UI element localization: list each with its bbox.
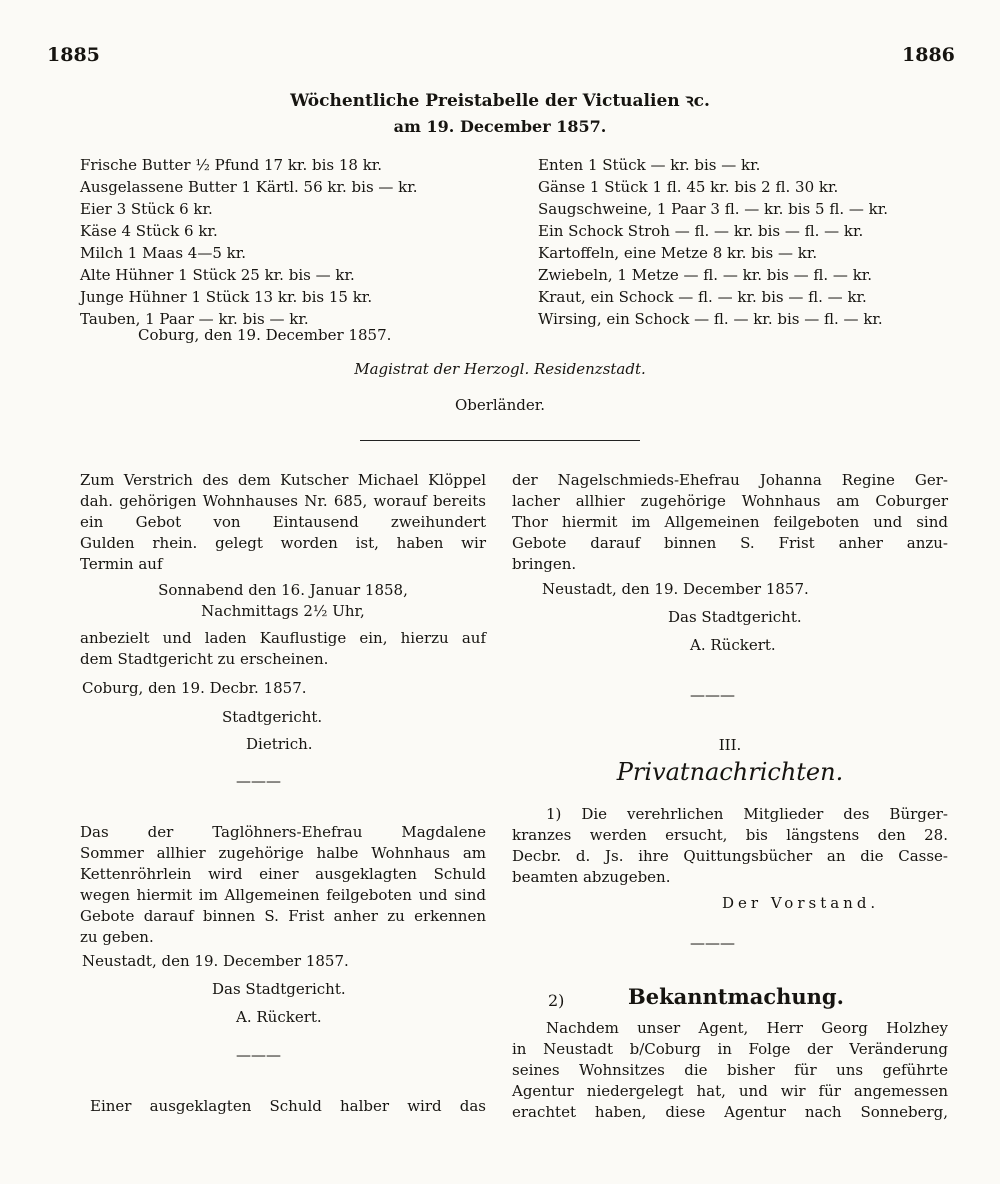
text-line: Gulden rhein. gelegt worden ist, haben wir <box>80 534 486 552</box>
text-line: in Neustadt b/Coburg in Folge der Veränderung <box>512 1040 948 1058</box>
page-number-left: 1885 <box>47 44 100 66</box>
private-notice-agentur <box>512 1018 948 1123</box>
price-list-right <box>538 154 888 330</box>
text-line: Gebote darauf binnen S. Frist anher anzu- <box>512 534 948 552</box>
text-line: Gebote darauf binnen S. Frist anher zu erkennen <box>80 907 486 925</box>
text-line: Zum Verstrich des dem Kutscher Michael Klöppel <box>80 471 486 489</box>
notice-signer: A. Rückert. <box>236 1008 322 1026</box>
separator: ——— <box>690 686 735 704</box>
text-line: dem Stadtgericht zu erscheinen. <box>80 650 329 668</box>
price-list-left <box>80 154 418 330</box>
notice-signer: Dietrich. <box>246 735 313 753</box>
separator: ——— <box>690 934 735 952</box>
text-line: Sommer allhier zugehörige halbe Wohnhaus am <box>80 844 486 862</box>
section-title: Privatnachrichten. <box>616 758 844 786</box>
price-place-date: Coburg, den 19. December 1857. <box>138 326 392 344</box>
text-line: zu geben. <box>80 928 154 946</box>
section-numeral: III. <box>718 736 742 754</box>
notice-auction-gerlacher <box>512 470 948 575</box>
price-item: Wirsing, ein Schock — fl. — kr. bis — fl. — kr. <box>538 310 883 328</box>
text-line: anbezielt und laden Kauflustige ein, hierzu auf <box>80 629 486 647</box>
price-item: Enten 1 Stück — kr. bis — kr. <box>538 156 761 174</box>
notice-place-date: Coburg, den 19. Decbr. 1857. <box>82 679 307 697</box>
notice-auction-sommer <box>80 822 486 948</box>
text-line: 1) Die verehrlichen Mitglieder des Bürger- <box>546 805 948 823</box>
private-notice-buergerkranz <box>512 804 948 888</box>
auction-time: Nachmittags 2½ Uhr, <box>201 602 365 620</box>
page-number-right: 1886 <box>902 44 955 66</box>
text-line: beamten abzugeben. <box>512 868 671 886</box>
price-item: Junge Hühner 1 Stück 13 kr. bis 15 kr. <box>80 288 373 306</box>
text-line: Decbr. d. Js. ihre Quittungsbücher an die Casse- <box>512 847 948 865</box>
price-authority: Magistrat der Herzogl. Residenzstadt. <box>354 360 646 378</box>
price-item: Eier 3 Stück 6 kr. <box>80 200 213 218</box>
price-item: Ein Schock Stroh — fl. — kr. bis — fl. — kr. <box>538 222 864 240</box>
text-line: seines Wohnsitzes die bisher für uns geführte <box>512 1061 948 1079</box>
notice-signer: A. Rückert. <box>690 636 776 654</box>
notice-heading: Bekanntmachung. <box>628 984 844 1009</box>
price-table-date: am 19. December 1857. <box>393 117 607 136</box>
notice-auction-kloeppel <box>80 470 486 575</box>
notice-court: Stadtgericht. <box>222 708 323 726</box>
price-item: Kartoffeln, eine Metze 8 kr. bis — kr. <box>538 244 818 262</box>
text-line: erachtet haben, diese Agentur nach Sonneberg, <box>512 1103 948 1121</box>
separator: ——— <box>236 1046 281 1064</box>
price-item: Zwiebeln, 1 Metze — fl. — kr. bis — fl. — kr. <box>538 266 873 284</box>
text-line: Nachdem unser Agent, Herr Georg Holzhey <box>546 1019 948 1037</box>
price-item: Saugschweine, 1 Paar 3 fl. — kr. bis 5 fl. — kr. <box>538 200 889 218</box>
price-item: Ausgelassene Butter 1 Kärtl. 56 kr. bis — kr. <box>80 178 418 196</box>
text-line: bringen. <box>512 555 577 573</box>
price-signer: Oberländer. <box>454 396 546 414</box>
text-line: wegen hiermit im Allgemeinen feilgeboten und sind <box>80 886 486 904</box>
text-line: dah. gehörigen Wohnhauses Nr. 685, worauf bereits <box>80 492 486 510</box>
price-item: Frische Butter ½ Pfund 17 kr. bis 18 kr. <box>80 156 383 174</box>
text-line: kranzes werden ersucht, bis längstens den 28. <box>512 826 948 844</box>
price-table-title: Wöchentliche Preistabelle der Victualien ꝛc. <box>290 91 710 111</box>
notice-place-date: Neustadt, den 19. December 1857. <box>82 952 349 970</box>
text-line: Kettenröhrlein wird einer ausgeklagten Schuld <box>80 865 486 883</box>
price-item: Kraut, ein Schock — fl. — kr. bis — fl. — kr. <box>538 288 867 306</box>
price-item: Alte Hühner 1 Stück 25 kr. bis — kr. <box>80 266 355 284</box>
notice-court: Das Stadtgericht. <box>668 608 802 626</box>
private-signer: Der Vorstand. <box>722 894 880 912</box>
text-line: Thor hiermit im Allgemeinen feilgeboten und sind <box>512 513 948 531</box>
separator: ——— <box>236 772 281 790</box>
price-item: Milch 1 Maas 4—5 kr. <box>80 244 247 262</box>
price-item: Käse 4 Stück 6 kr. <box>80 222 218 240</box>
price-item: Gänse 1 Stück 1 fl. 45 kr. bis 2 fl. 30 kr. <box>538 178 839 196</box>
text-line: Agentur niedergelegt hat, und wir für angemessen <box>512 1082 948 1100</box>
text-line: lacher allhier zugehörige Wohnhaus am Coburger <box>512 492 948 510</box>
text-line: Das der Taglöhners-Ehefrau Magdalene <box>80 823 486 841</box>
text-line: der Nagelschmieds-Ehefrau Johanna Regine Ger- <box>512 471 948 489</box>
notice-court: Das Stadtgericht. <box>212 980 346 998</box>
text-line: ein Gebot von Eintausend zweihundert <box>80 513 486 531</box>
notice-place-date: Neustadt, den 19. December 1857. <box>542 580 809 598</box>
notice-invitation <box>80 628 486 670</box>
section-divider <box>360 440 640 441</box>
text-line: Termin auf <box>80 555 163 573</box>
notice-auction-gerlacher-start: Einer ausgeklagten Schuld halber wird das <box>90 1097 486 1115</box>
auction-date: Sonnabend den 16. Januar 1858, <box>158 581 408 599</box>
notice-number: 2) <box>548 991 565 1010</box>
price-item: Tauben, 1 Paar — kr. bis — kr. <box>80 310 309 328</box>
